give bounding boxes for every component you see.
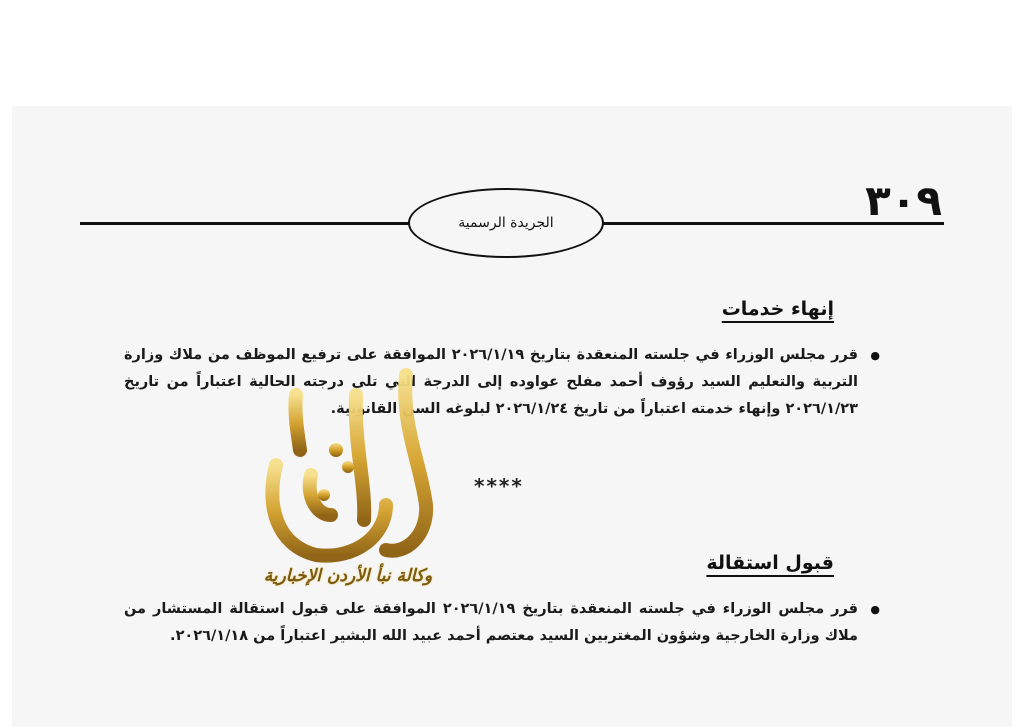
- section-separator: ****: [474, 474, 524, 498]
- gazette-title-ellipse: [408, 188, 604, 258]
- gazette-title: الجريدة الرسمية: [458, 215, 554, 231]
- page-number: ٣٠٩: [865, 176, 942, 225]
- section-title-end-of-service: إنهاء خدمات: [721, 298, 834, 320]
- decision-paragraph-resignation: ● قرر مجلس الوزراء في جلسته المنعقدة بتاريخ ٢٠٢٦/١/١٩ الموافقة على قبول استقالة المستشار من ملاك وزارة الخارجية وشؤون المغتربين السيد معتصم أحمد عبيد الله البشير اعتباراً من ٢٠٢٦/١/١٨.: [124, 596, 876, 650]
- watermark-caption: وكالة نبأ الأردن الإخبارية: [263, 566, 433, 586]
- section-title-resignation: قبول استقالة: [706, 552, 834, 574]
- decision-paragraph-end-of-service: ● قرر مجلس الوزراء في جلسته المنعقدة بتاريخ ٢٠٢٦/١/١٩ الموافقة على ترفيع الموظف من ملاك وزارة التربية والتعليم السيد رؤوف أحمد مفلح عواوده إلى الدرجة التي تلي درجته الحالية اعتباراً من تاريخ ٢٠٢٦/١/٢٣ وإنهاء خدمته اعتباراً من تاريخ ٢٠٢٦/١/٢٤ لبلوغه السن القانونية.: [124, 342, 876, 423]
